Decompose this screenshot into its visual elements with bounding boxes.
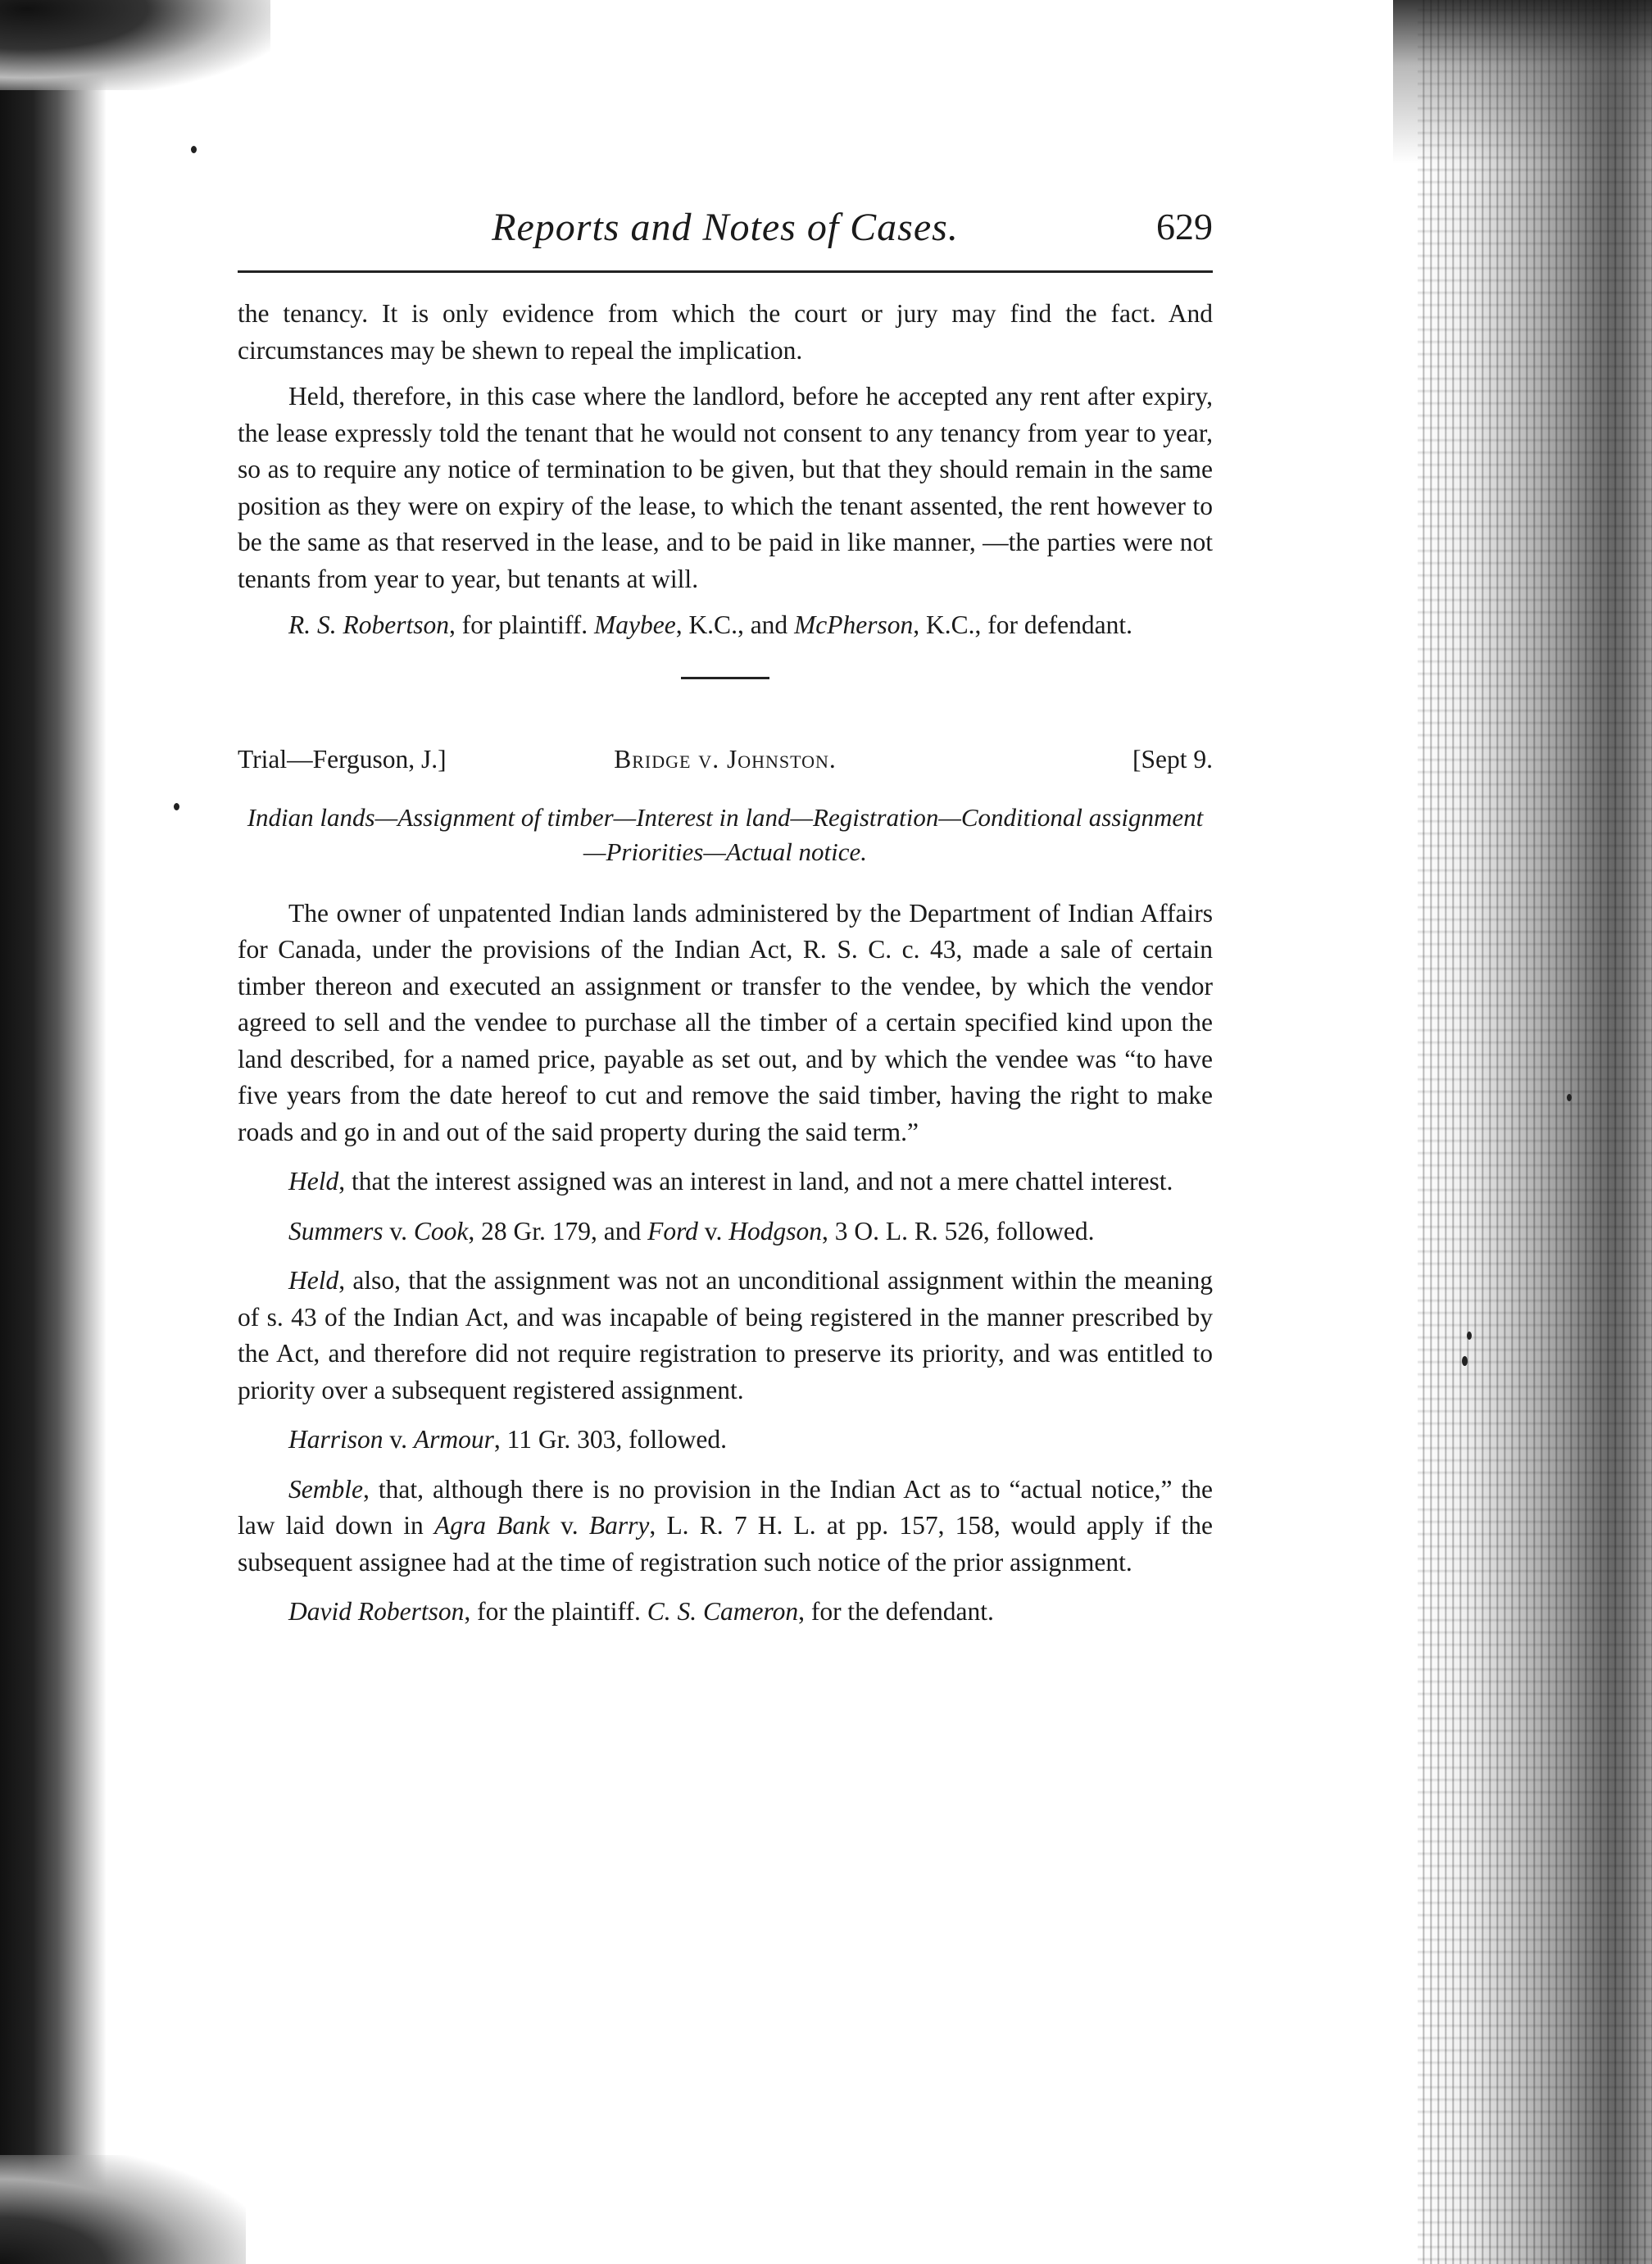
scan-speck <box>191 146 197 153</box>
case-heading <box>238 745 1213 781</box>
held-paragraph: Held, also, that the assignment was not an unconditional assignment within the meaning of s. 43 of the Indian Act, and was incapable of being registered in the manner prescribed by the Act, and therefore did not require registration to preserve its priority, and was entitled to priority over a subsequent registered assignment. <box>238 1266 1213 1404</box>
counsel-name: R. S. Robertson <box>288 610 449 639</box>
counsel-name: David Robertson <box>288 1597 465 1626</box>
scan-speck <box>174 803 179 810</box>
scan-border-left <box>0 0 107 2264</box>
page-number: 629 <box>1156 206 1213 247</box>
counsel-name: Maybee <box>594 610 676 639</box>
counsel-line: David Robertson, for the plaintiff. C. S. Cameron, for the defendant. <box>288 1597 994 1626</box>
scan-shadow-top-left <box>0 0 270 90</box>
scan-speck <box>1462 1356 1468 1366</box>
citation-paragraph: Harrison v. Armour, 11 Gr. 303, followed. <box>288 1425 727 1454</box>
scan-speck <box>1567 1094 1572 1101</box>
counsel-line: R. S. Robertson, for plaintiff. Maybee, K.C., and McPherson, K.C., for defendant. <box>288 610 1132 639</box>
semble-paragraph: Semble, that, although there is no provision in the Indian Act as to “actual notice,” the law laid down in Agra Bank v. Barry, L. R. 7 H. L. at pp. 157, 158, would apply if the subsequent assignee had at the time of registration such notice of the prior assignment. <box>238 1474 1214 1577</box>
citation-paragraph: Summers v. Cook, 28 Gr. 179, and Ford v. Hodgson, 3 O. L. R. 526, followed. <box>288 1216 1095 1245</box>
held-paragraph: Held, therefore, in this case where the landlord, before he accepted any rent after expiry, the lease expressly told the tenant that he would not consent to any tenancy from year to year, so as to require any notice of termination to be given, but that they should remain in the same position as they were on expiry of the lease, to which the tenant assented, the rent however to be the same as that reserved in the lease, and to be paid in like manner, —the parties were not tenants from year to year, but tenants at will. <box>238 382 1213 593</box>
case-name: Bridge v. Johnston. <box>614 744 837 774</box>
paragraph: The owner of unpatented Indian lands administered by the Department of Indian Affairs for Canada, under the provisions of the Indian Act, R. S. C. c. 43, made a sale of certain timber thereon and executed an assignment or transfer to the vendee, by which the vendor agreed to sell and the vendee to purchase all the timber of a certain specified kind upon the land described, for a named price, payable as set out, and by which the vendee was “to have five years from the date hereof to cut and remove the said timber, having the right to make roads and go in and out of the said property during the said term.” <box>238 898 1213 1146</box>
court-label: Trial—Ferguson, J.] <box>238 744 447 774</box>
paragraph: the tenancy. It is only evidence from which the court or jury may find the fact. And circumstances may be shewn to repeal the implication. <box>238 299 1213 365</box>
case-headnote: Indian lands—Assignment of timber—Interest in land—Registration—Conditional assignment—Priorities—Actual notice. <box>247 802 1204 866</box>
scan-shadow-bottom-left <box>0 2155 246 2264</box>
case-date: [Sept 9. <box>1132 744 1213 774</box>
counsel-name: McPherson <box>794 610 914 639</box>
header-rule <box>238 270 1213 273</box>
section-divider <box>681 677 769 679</box>
scan-speck <box>1467 1332 1472 1340</box>
counsel-name: C. S. Cameron <box>647 1597 799 1626</box>
scan-border-right <box>1418 0 1652 2264</box>
running-header <box>238 205 1213 262</box>
held-paragraph: Held, that the interest assigned was an interest in land, and not a mere chattel interest. <box>288 1167 1173 1196</box>
running-title: Reports and Notes of Cases. <box>492 206 959 249</box>
page <box>238 205 1213 1631</box>
scan-shadow-top-right <box>1393 0 1652 164</box>
